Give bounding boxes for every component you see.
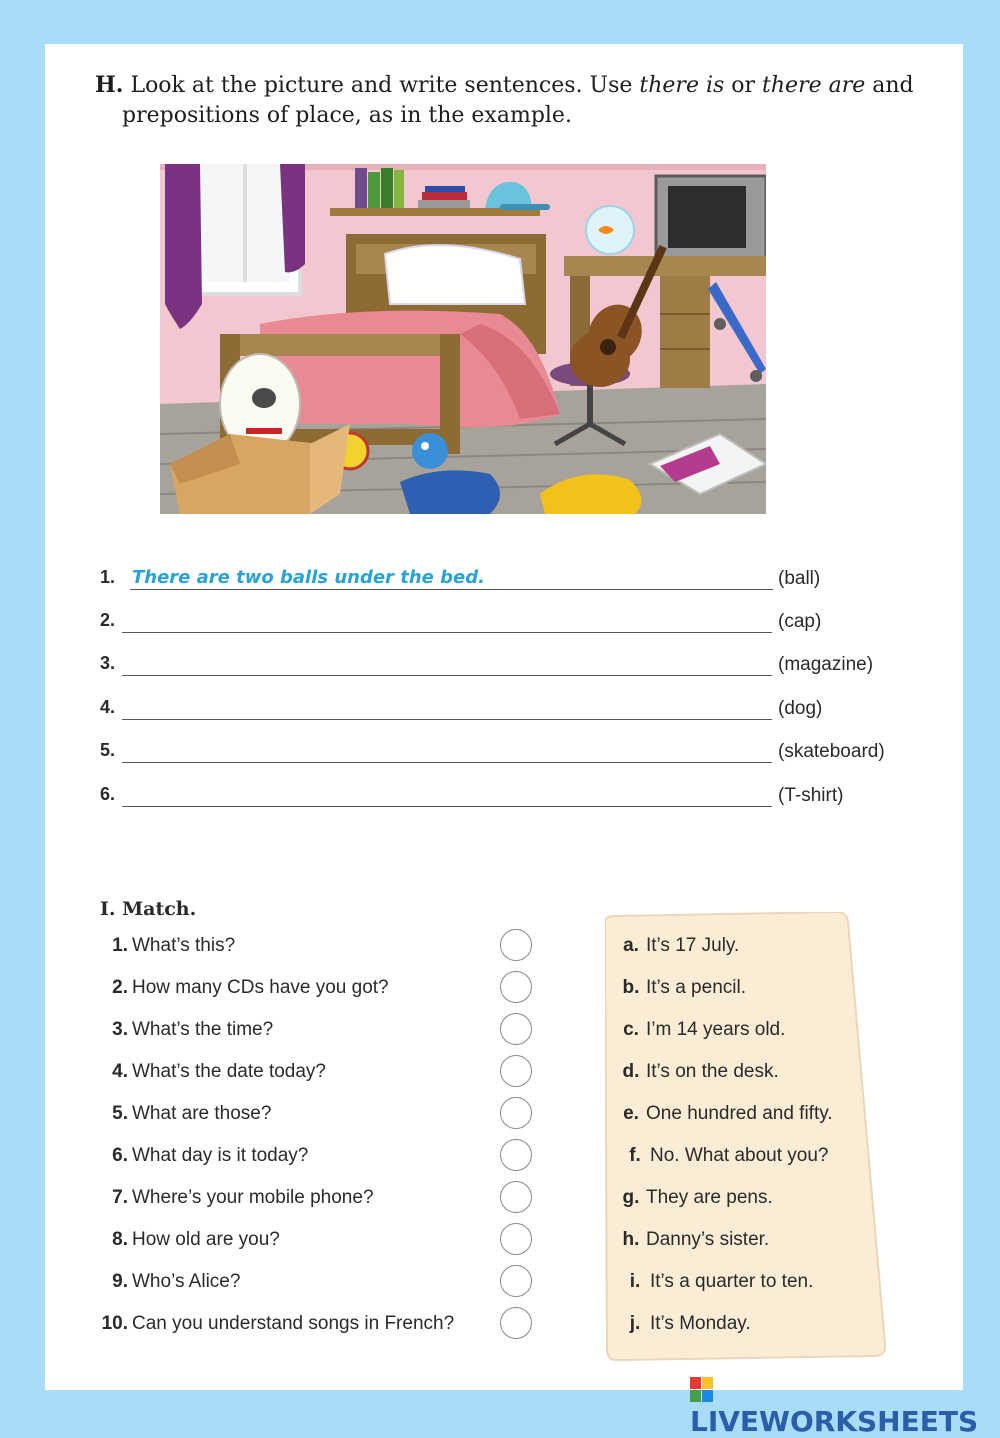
hint-cap: (cap) [778,611,822,632]
liveworksheets-logo-icon [690,1377,714,1403]
hint-dog: (dog) [778,698,823,719]
brand-name: LIVEWORKSHEETS [690,1405,979,1438]
sentence-row: 2. (cap) [100,610,822,632]
question-item: 6. What day is it today? [112,1145,309,1166]
answer-option: j. It’s Monday. [629,1313,751,1334]
question-item: 9. Who’s Alice? [112,1271,241,1292]
match-answer-circle-10[interactable] [500,1307,532,1339]
answer-line[interactable] [122,762,772,763]
match-answer-circle-3[interactable] [500,1013,532,1045]
answer-line[interactable] [122,632,772,633]
answer-line[interactable] [122,675,772,676]
match-answer-circle-5[interactable] [500,1097,532,1129]
answer-option: c. I’m 14 years old. [623,1019,786,1040]
answer-option: e. One hundred and fifty. [623,1103,833,1124]
answer-line[interactable] [122,806,772,807]
answer-option: f. No. What about you? [629,1145,829,1166]
sentence-row: 5. (skateboard) [100,740,885,762]
hint-magazine: (magazine) [778,654,874,675]
hint-skateboard: (skateboard) [778,741,885,762]
question-item: 1. What’s this? [112,935,236,956]
sentence-row: 1. There are two balls under the bed. (ball) [100,567,821,589]
answer-line[interactable] [122,719,772,720]
sentence-row: 4. (dog) [100,697,823,719]
answer-option: b. It’s a pencil. [622,977,746,998]
example-answer: There are two balls under the bed. [132,567,485,588]
question-item: 5. What are those? [112,1103,272,1124]
question-item: 3. What’s the time? [112,1019,274,1040]
match-answer-circle-9[interactable] [500,1265,532,1297]
answer-option: g. They are pens. [622,1187,773,1208]
answer-option: i. It’s a quarter to ten. [629,1271,814,1292]
exercise-i-title: I. Match. [100,898,197,920]
question-item: 4. What’s the date today? [112,1061,326,1082]
question-item: 7. Where’s your mobile phone? [112,1187,374,1208]
answer-line[interactable] [130,589,773,590]
match-answer-circle-2[interactable] [500,971,532,1003]
match-answer-circle-6[interactable] [500,1139,532,1171]
match-answer-circle-8[interactable] [500,1223,532,1255]
match-answer-circle-1[interactable] [500,929,532,961]
question-item: 10. Can you understand songs in French? [101,1313,455,1334]
answer-option: h. Danny’s sister. [622,1229,770,1250]
tv [656,176,766,264]
question-item: 2. How many CDs have you got? [112,977,389,998]
match-answer-circle-4[interactable] [500,1055,532,1087]
liveworksheets-brand[interactable] [690,1372,1000,1438]
answer-option: d. It’s on the desk. [622,1061,779,1082]
hint-t-shirt: (T-shirt) [778,785,844,806]
fishbowl [586,206,634,254]
sentence-row: 3. (magazine) [100,653,874,675]
question-item: 8. How old are you? [112,1229,280,1250]
exercise-h-label: H. [95,72,124,98]
exercise-h-instruction: H. Look at the picture and write sentences. Use there is or there are and prepositions of place, as in the example. [95,72,914,128]
sentence-row: 6. (T-shirt) [100,784,844,806]
match-answer-circle-7[interactable] [500,1181,532,1213]
answer-option: a. It’s 17 July. [623,935,740,956]
hint-ball: (ball) [778,568,821,589]
bedroom-picture [160,164,766,514]
